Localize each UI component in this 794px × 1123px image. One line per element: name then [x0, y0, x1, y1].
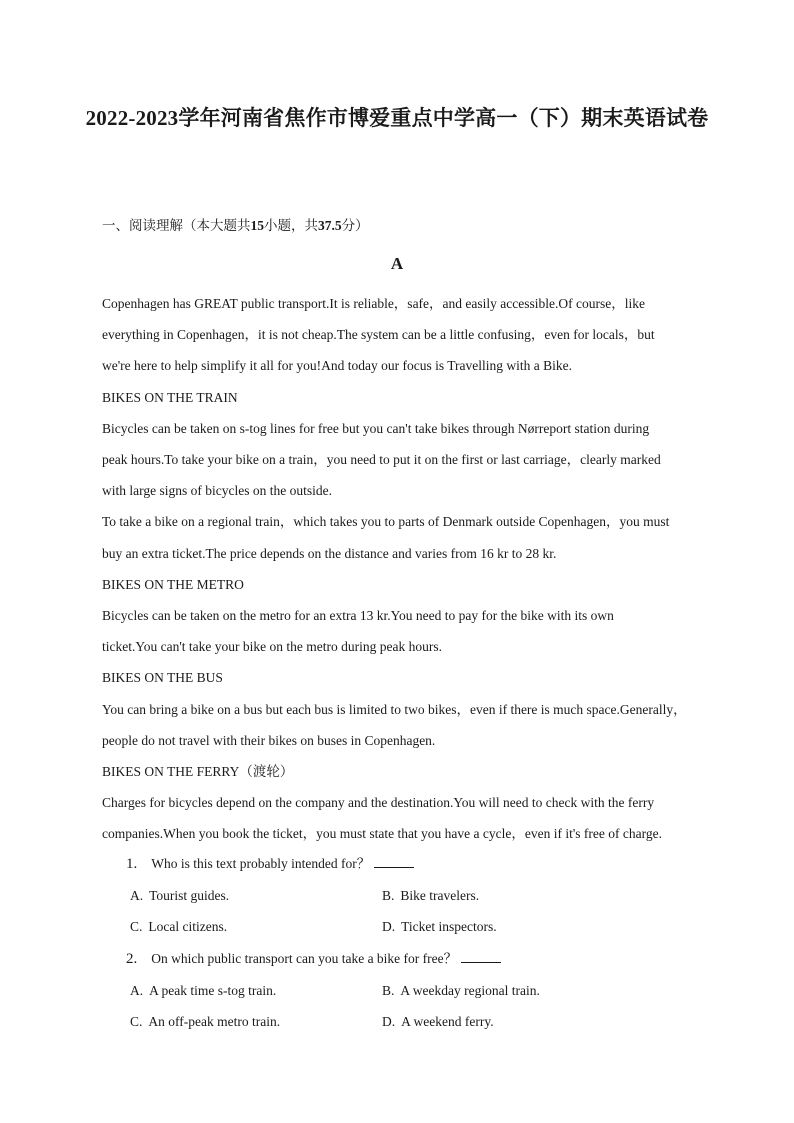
passage-line: with large signs of bicycles on the outside. — [102, 483, 332, 499]
passage-line: Bicycles can be taken on s-tog lines for free but you can't take bikes through Nørreport station during — [102, 420, 650, 436]
question-1 — [102, 848, 702, 880]
passage-line: everything in Copenhagen，it is not cheap.The system can be a little confusing，even for locals，but — [102, 327, 655, 343]
passage-line: ticket.You can't take your bike on the metro during peak hours. — [102, 639, 442, 655]
option-row — [102, 975, 702, 1006]
question-2 — [102, 943, 702, 975]
option-c[interactable] — [130, 911, 382, 942]
option-row — [102, 1006, 702, 1037]
question-stem: Who is this text probably intended for？ — [151, 856, 371, 871]
option-text: An off-peak metro train. — [148, 1014, 281, 1030]
passage-line: Copenhagen has GREAT public transport.It is reliable，safe，and easily accessible.Of course，like — [102, 296, 645, 311]
option-b[interactable] — [382, 975, 634, 1006]
option-letter: D. — [382, 1014, 396, 1030]
section-heading-prefix: 一、阅读理解（本大题共 — [102, 218, 251, 233]
option-text: A weekend ferry. — [401, 1014, 494, 1030]
passage-label: A — [390, 254, 404, 273]
option-letter: D. — [382, 919, 396, 935]
option-a[interactable] — [130, 975, 382, 1006]
passage-line: Bicycles can be taken on the metro for an extra 13 kr.You need to pay for the bike with its own — [102, 608, 614, 624]
exam-title — [60, 96, 734, 140]
question-list — [102, 848, 702, 1037]
option-d[interactable] — [382, 1006, 634, 1037]
passage-line: people do not travel with their bikes on buses in Copenhagen. — [102, 732, 436, 748]
section-heading-mid: 小题，共 — [264, 218, 318, 233]
answer-blank[interactable] — [461, 948, 501, 963]
option-text: A weekday regional train. — [400, 982, 540, 998]
option-text: A peak time s-tog train. — [149, 982, 277, 998]
option-row — [102, 911, 702, 942]
option-letter: B. — [382, 888, 395, 904]
passage-subheading: BIKES ON THE BUS — [102, 670, 223, 686]
option-text: Local citizens. — [148, 919, 228, 935]
passage-line: To take a bike on a regional train，which takes you to parts of Denmark outside Copenhagen，you must — [102, 514, 670, 530]
option-text: Ticket inspectors. — [401, 919, 497, 935]
passage-subheading: BIKES ON THE FERRY（渡轮） — [102, 764, 294, 780]
option-c[interactable] — [130, 1006, 382, 1037]
option-a[interactable] — [130, 880, 382, 911]
passage-line: companies.When you book the ticket，you must state that you have a cycle，even if it's free of charge. — [102, 826, 662, 842]
passage-line: peak hours.To take your bike on a train，you need to put it on the first or last carriage，clearly marked — [102, 452, 661, 468]
passage-line: buy an extra ticket.The price depends on the distance and varies from 16 kr to 28 kr. — [102, 545, 557, 561]
passage-line: You can bring a bike on a bus but each bus is limited to two bikes，even if there is much space.Generally， — [102, 701, 687, 717]
option-letter: A. — [130, 982, 144, 998]
option-b[interactable] — [382, 880, 634, 911]
option-letter: C. — [130, 919, 143, 935]
section-question-count: 15 — [250, 218, 264, 233]
section-heading — [102, 216, 369, 236]
passage-line: Charges for bicycles depend on the company and the destination.You will need to check with the ferry — [102, 795, 655, 811]
option-d[interactable] — [382, 911, 634, 942]
question-stem: On which public transport can you take a bike for free？ — [151, 950, 458, 966]
answer-blank[interactable] — [374, 853, 414, 868]
passage-subheading: BIKES ON THE TRAIN — [102, 389, 238, 405]
exam-title-text: 2022-2023学年河南省焦作市博爱重点中学高一（下）期末英语试卷 — [85, 106, 709, 130]
option-letter: C. — [130, 1014, 143, 1030]
option-row — [102, 880, 702, 911]
section-total-score: 37.5 — [318, 218, 342, 233]
option-letter: A. — [130, 888, 144, 904]
reading-passage — [102, 288, 702, 850]
passage-subheading: BIKES ON THE METRO — [102, 576, 244, 592]
question-number: 1. — [126, 856, 138, 872]
question-number: 2. — [126, 950, 138, 967]
passage-line: we're here to help simplify it all for you!And today our focus is Travelling with a Bike. — [102, 358, 572, 374]
section-heading-suffix: 分） — [341, 218, 369, 233]
option-text: Tourist guides. — [149, 888, 230, 904]
option-text: Bike travelers. — [400, 888, 480, 904]
option-letter: B. — [382, 982, 395, 998]
